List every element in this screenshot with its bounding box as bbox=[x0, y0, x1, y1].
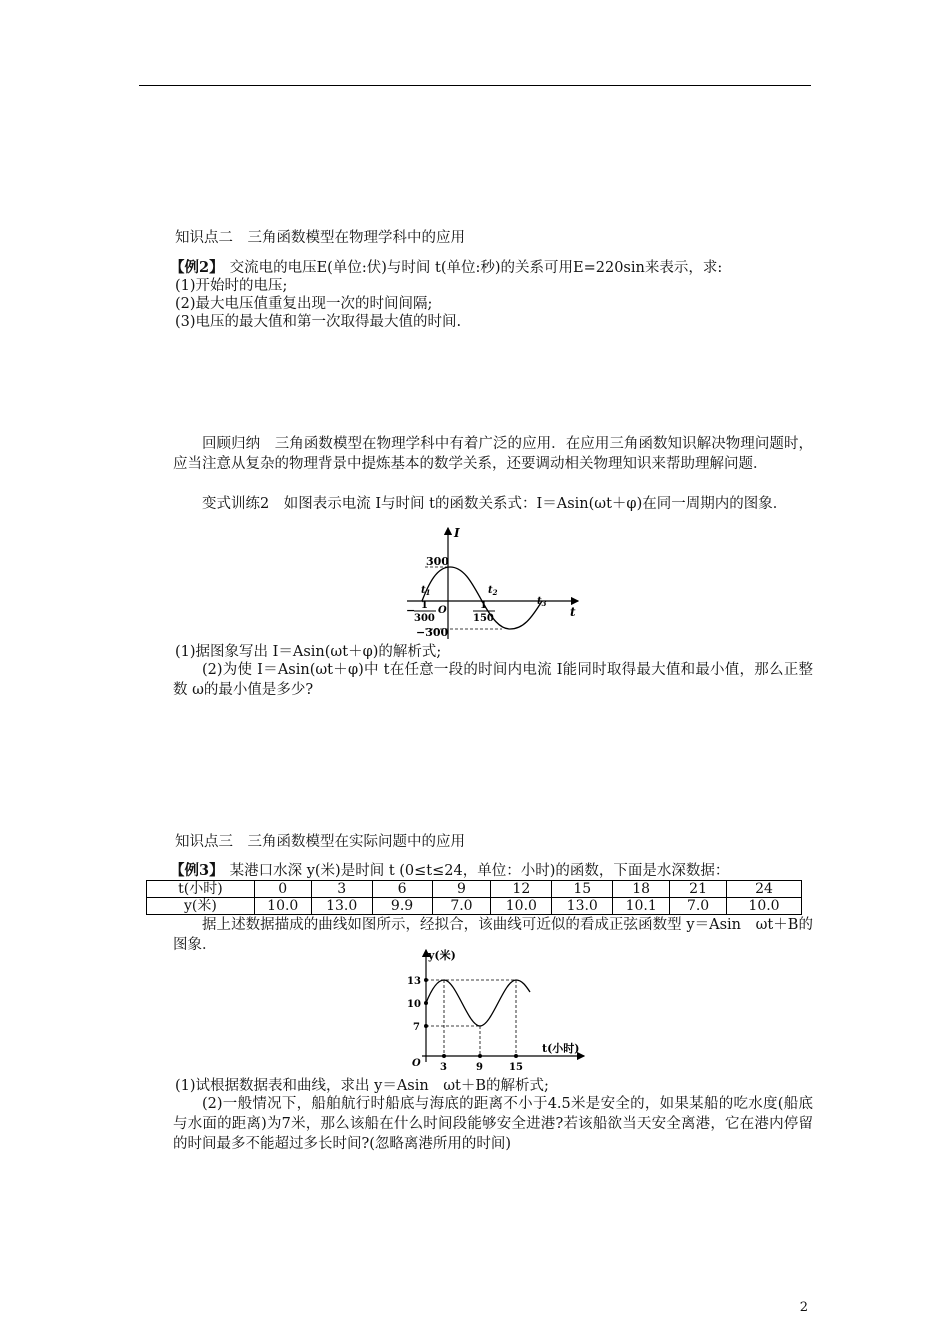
frac2-num: 1 bbox=[480, 600, 487, 611]
example-2-q2: (2)最大电压值重复出现一次的时间间隔; bbox=[175, 296, 433, 312]
example-3-q2: (2)一般情况下，船舶航行时船底与海底的距离不小于4.5米是安全的，如果某船的吃水度(船底与水面的距离)为7米，那么该船在什么时间段能够安全进港?若该船欲当天安全离港，它在港内停留的时间最多不能超过多长时间?(忽略离港所用的时间) bbox=[173, 1096, 813, 1152]
section-heading-3: 知识点三 三角函数模型在实际问题中的应用 bbox=[175, 834, 465, 850]
label-t2: $t_2$ bbox=[488, 585, 498, 597]
example-2-statement bbox=[170, 258, 722, 278]
table-header-y: y(米) bbox=[147, 898, 255, 915]
table-cell: 10.0 bbox=[254, 898, 311, 915]
point-x3 bbox=[442, 1054, 446, 1058]
y-tick-10: 10 bbox=[407, 999, 421, 1010]
frac2-den: 150 bbox=[473, 613, 494, 624]
x-tick-15: 15 bbox=[509, 1062, 523, 1073]
point-7 bbox=[424, 1024, 428, 1028]
water-depth-graph bbox=[398, 948, 588, 1074]
table-cell: 3 bbox=[311, 881, 372, 898]
depth-data-table bbox=[146, 880, 802, 915]
example-2-q3: (3)电压的最大值和第一次取得最大值的时间. bbox=[175, 314, 462, 330]
table-header-t: t(小时) bbox=[147, 881, 255, 898]
table-cell: 15 bbox=[552, 881, 613, 898]
frac1-den: 300 bbox=[414, 613, 435, 624]
table-cell: 7.0 bbox=[432, 898, 491, 915]
origin-label: O bbox=[438, 605, 447, 616]
label-neg300: −300 bbox=[416, 626, 449, 639]
point-x15 bbox=[514, 1054, 518, 1058]
table-cell: 7.0 bbox=[670, 898, 727, 915]
example-2-q1: (1)开始时的电压; bbox=[175, 278, 288, 294]
x-tick-3: 3 bbox=[440, 1062, 447, 1073]
table-cell: 10.0 bbox=[727, 898, 802, 915]
exercise-2-q2: (2)为使 I＝Asin(ωt＋φ)中 t在任意一段的时间内电流 I能同时取得最大值和最小值，那么正整数 ω的最小值是多少? bbox=[173, 662, 813, 698]
table-cell: 10.0 bbox=[491, 898, 552, 915]
x-axis-label: t(小时) bbox=[542, 1042, 580, 1055]
table-cell: 18 bbox=[613, 881, 670, 898]
example-3-q1: (1)试根据数据表和曲线，求出 y＝Asin ωt＋B的解析式; bbox=[175, 1078, 549, 1094]
table-cell: 9 bbox=[432, 881, 491, 898]
label-t1: $t_1$ bbox=[421, 585, 431, 597]
exercise-2-q1: (1)据图象写出 I＝Asin(ωt＋φ)的解析式; bbox=[175, 644, 442, 660]
table-cell: 13.0 bbox=[311, 898, 372, 915]
x-axis-label: t bbox=[570, 605, 576, 619]
after-table-paragraph: 据上述数据描成的曲线如图所示，经拟合，该曲线可近似的看成正弦函数型 y＝Asin ωt＋B的图象． bbox=[173, 917, 813, 953]
frac1-num: 1 bbox=[421, 600, 428, 611]
current-sine-graph bbox=[402, 525, 582, 643]
table-cell: 6 bbox=[372, 881, 432, 898]
x-tick-9: 9 bbox=[476, 1062, 483, 1073]
origin-label: O bbox=[412, 1058, 421, 1069]
example-2-tag: 【例2】 bbox=[170, 259, 224, 276]
table-cell: 24 bbox=[727, 881, 802, 898]
review-paragraph: 回顾归纳 三角函数模型在物理学科中有着广泛的应用．在应用三角函数知识解决物理问题时，应当注意从复杂的物理背景中提炼基本的数学关系，还要调动相关物理知识来帮助理解问题． bbox=[173, 436, 813, 472]
table-cell: 21 bbox=[670, 881, 727, 898]
y-tick-13: 13 bbox=[407, 976, 421, 987]
y-tick-7: 7 bbox=[413, 1022, 420, 1033]
table-cell: 0 bbox=[254, 881, 311, 898]
label-300: 300 bbox=[426, 555, 449, 568]
example-3-text: 某港口水深 y(米)是时间 t (0≤t≤24，单位：小时)的函数，下面是水深数据： bbox=[229, 863, 730, 879]
table-cell: 12 bbox=[491, 881, 552, 898]
table-cell: 10.1 bbox=[613, 898, 670, 915]
table-row-y bbox=[147, 898, 802, 915]
depth-curve bbox=[426, 980, 530, 1026]
frac1-sign: − bbox=[406, 604, 416, 617]
point-10 bbox=[424, 1001, 428, 1005]
table-cell: 9.9 bbox=[372, 898, 432, 915]
label-t3: $t_3$ bbox=[537, 596, 547, 608]
point-13 bbox=[424, 978, 428, 982]
example-2-text: 交流电的电压E(单位:伏)与时间 t(单位:秒)的关系可用E=220sin来表示，求: bbox=[229, 260, 723, 276]
header-rule bbox=[139, 85, 811, 86]
point-x9 bbox=[478, 1054, 482, 1058]
exercise-2-statement: 变式训练2 如图表示电流 I与时间 t的函数关系式：I＝Asin(ωt＋φ)在同一周期内的图象． bbox=[202, 496, 788, 512]
table-cell: 13.0 bbox=[552, 898, 613, 915]
table-row-t bbox=[147, 881, 802, 898]
y-axis-label: I bbox=[454, 526, 460, 540]
page-number: 2 bbox=[799, 1300, 808, 1315]
y-axis-label: y(米) bbox=[428, 949, 456, 962]
section-heading-2: 知识点二 三角函数模型在物理学科中的应用 bbox=[175, 230, 465, 246]
example-3-tag: 【例3】 bbox=[170, 862, 224, 879]
example-3-statement bbox=[170, 861, 729, 881]
